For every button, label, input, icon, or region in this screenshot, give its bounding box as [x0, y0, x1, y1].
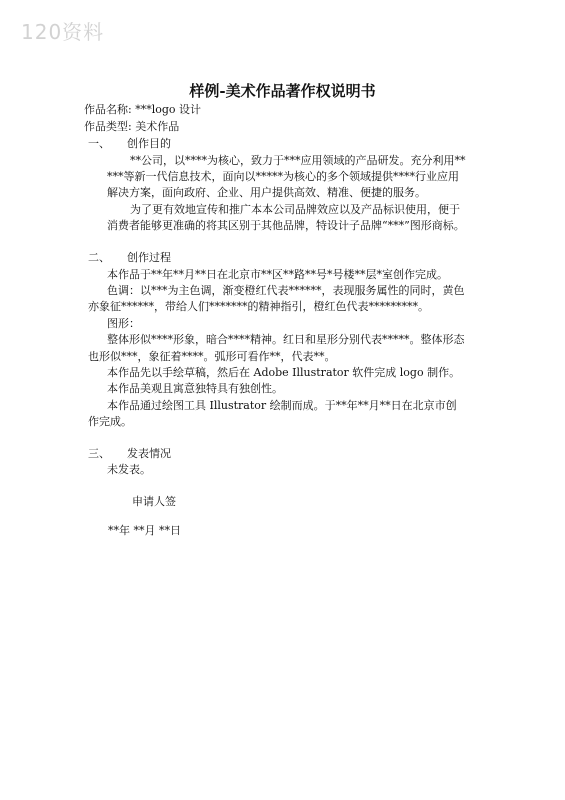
section-3-heading: 发表情况 [127, 447, 171, 460]
paragraph-line: 本作品通过绘图工具 Illustrator 绘制而成。于**年**月**日在北京市创 [107, 399, 457, 412]
paragraph-line: 本作品美观且寓意独特具有独创性。 [107, 382, 283, 395]
paragraph-line: 也形似***，象征着****。弧形可看作**，代表**。 [88, 350, 336, 363]
paragraph-line: 解决方案，面向政府、企业、用户提供高效、精准、便捷的服务。 [107, 186, 426, 199]
paragraph-line: 色调：以***为主色调，渐变橙红代表******，表现服务属性的同时，黄色 [107, 284, 465, 297]
work-name-line: 作品名称: ***logo 设计 [84, 103, 202, 116]
paragraph-line: 亦象征******，带给人们*******的精神指引，橙红色代表*********。 [88, 300, 429, 313]
section-1-number: 一、 [88, 137, 110, 150]
section-1-heading: 创作目的 [127, 137, 171, 150]
paragraph-line: 本作品于**年**月**日在北京市**区**路**号*号楼**层*室创作完成。 [107, 268, 448, 281]
work-type-line: 作品类型: 美术作品 [84, 120, 180, 133]
watermark: 120资料 [21, 20, 105, 44]
signature-date: **年 **月 **日 [108, 524, 181, 537]
section-2-number: 二、 [88, 251, 110, 264]
paragraph-line: 整体形似****形象，暗合****精神。红日和星形分别代表*****。整体形态 [107, 333, 465, 346]
paragraph-line: 为了更有效地宣传和推广本本公司品牌效应以及产品标识使用，便于 [130, 203, 460, 216]
paragraph-line: ***等新一代信息技术，面向以*****为核心的多个领域提供****行业应用 [107, 170, 459, 183]
paragraph-line: 未发表。 [107, 463, 151, 476]
document-title: 样例-美术作品著作权说明书 [189, 82, 376, 100]
paragraph-line: **公司，以****为核心，致力于***应用领域的产品研发。充分利用** [130, 154, 466, 167]
applicant-signature-label: 申请人签 [132, 495, 176, 508]
paragraph-line: 消费者能够更准确的将其区别于其他品牌，特设计子品牌“***”图形商标。 [107, 219, 465, 232]
paragraph-line: 本作品先以手绘草稿，然后在 Adobe Illustrator 软件完成 logo 制作。 [107, 366, 461, 379]
paragraph-line: 图形： [107, 317, 140, 330]
paragraph-line: 作完成。 [88, 415, 132, 428]
section-2-heading: 创作过程 [127, 251, 171, 264]
section-3-number: 三、 [88, 447, 110, 460]
